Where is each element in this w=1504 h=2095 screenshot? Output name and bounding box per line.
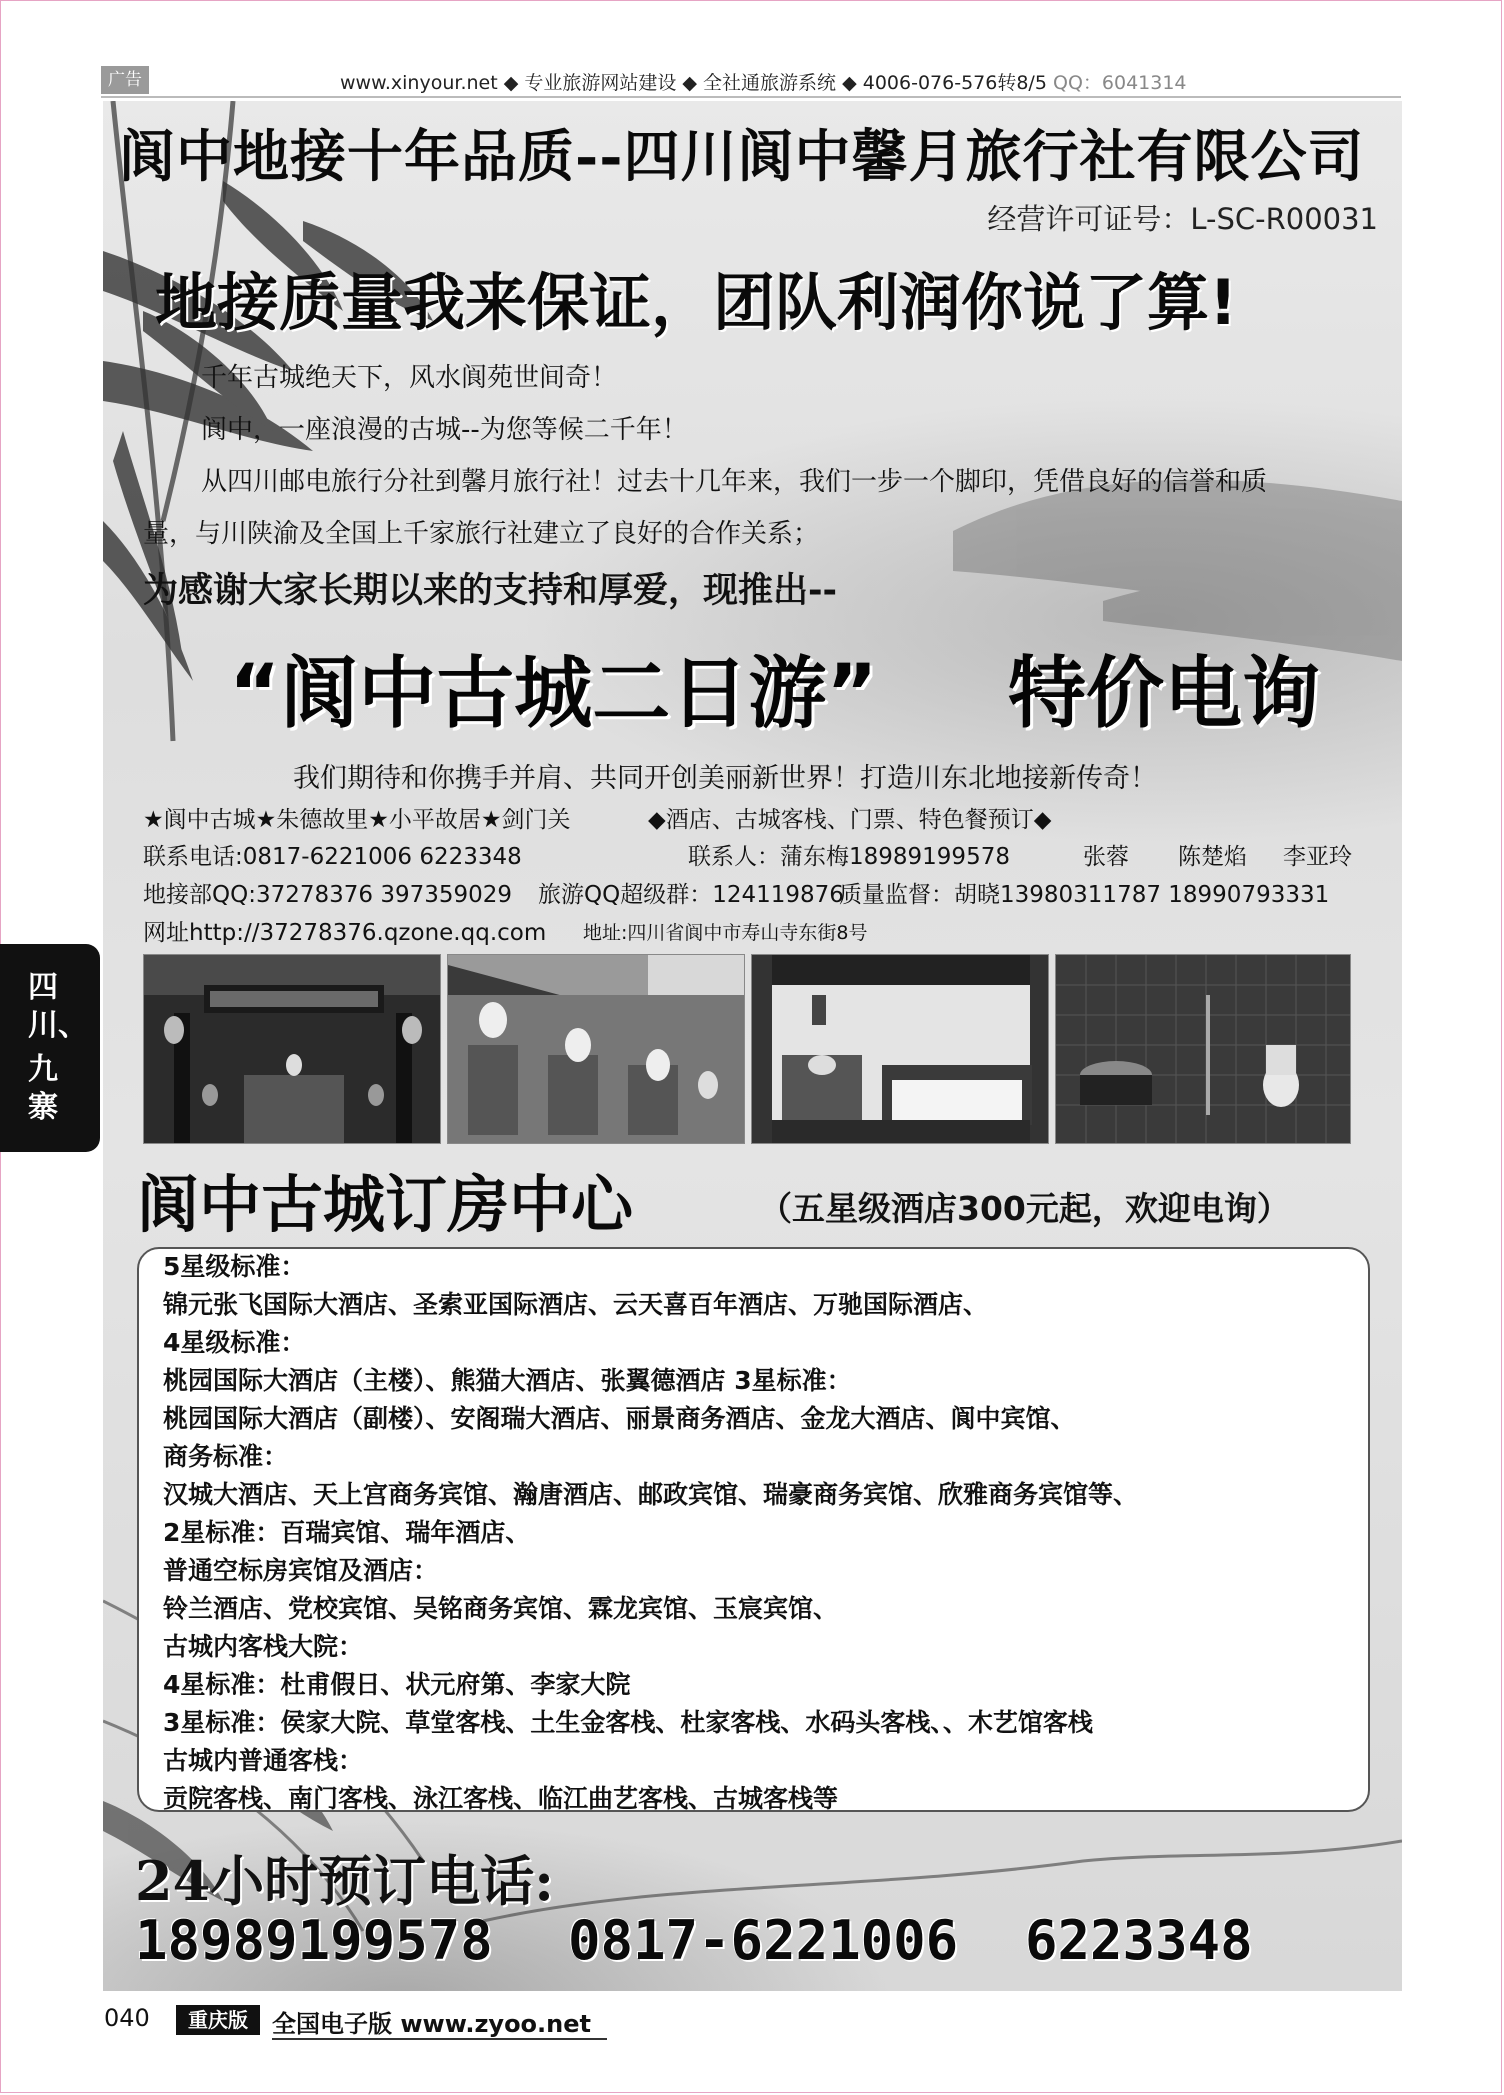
slogan: 地接质量我来保证，团队利润你说了算!	[155, 266, 1238, 339]
edition-badge: 重庆版	[176, 2005, 260, 2035]
hotel-list-item: 2星标准：百瑞宾馆、瑞年酒店、	[163, 1518, 531, 1547]
company-title: 阆中地接十年品质--四川阆中馨月旅行社有限公司	[119, 124, 1365, 190]
contact-person: 李亚玲	[1283, 844, 1352, 870]
side-tab-char: 寨	[28, 1090, 58, 1125]
hotel-category: 5星级标准：	[163, 1252, 306, 1281]
intro-line: 阆中，一座浪漫的古城--为您等候二千年！	[201, 415, 688, 445]
contact-person: 陈楚焰	[1178, 844, 1247, 870]
site-info: www.xinyour.net ◆ 专业旅游网站建设 ◆ 全社通旅游系统 ◆ 4006-076-576转8/5	[340, 72, 1047, 94]
hotel-list-item: 汉城大酒店、天上宫商务宾馆、瀚唐酒店、邮政宾馆、瑞豪商务宾馆、欣雅商务宾馆等、	[163, 1480, 1139, 1509]
address: 地址:四川省阆中市寿山寺东街8号	[583, 922, 868, 944]
intro-line: 量，与川陕渝及全国上千家旅行社建立了良好的合作关系；	[143, 519, 820, 549]
thanks-line: 为感谢大家长期以来的支持和厚爱，现推出--	[143, 571, 838, 611]
booking-phone-landline-2[interactable]: 6223348	[1025, 1909, 1253, 1972]
license-number: 经营许可证号：L-SC-R00031	[987, 202, 1378, 236]
hotel-list-item: 3星标准：侯家大院、草堂客栈、土生金客栈、杜家客栈、水码头客栈、、木艺馆客栈	[163, 1708, 1093, 1737]
tagline: 我们期待和你携手并肩、共同开创美丽新世界！打造川东北地接新传奇！	[293, 763, 1157, 794]
hotel-list-item: 铃兰酒店、党校宾馆、吴铭商务宾馆、霖龙宾馆、玉宸宾馆、	[163, 1594, 839, 1623]
service-list: ◆酒店、古城客栈、门票、特色餐预订◆	[648, 807, 1052, 833]
hotel-list-item: 4星标准：杜甫假日、状元府第、李家大院	[163, 1670, 631, 1699]
side-tab-char: 九	[28, 1052, 58, 1087]
hotel-list-item: 桃园国际大酒店（主楼）、熊猫大酒店、张翼德酒店 3星标准：	[163, 1366, 852, 1395]
booking-title: 阆中古城订房中心	[137, 1168, 634, 1241]
intro-line: 从四川邮电旅行分社到馨月旅行社！过去十几年来，我们一步一个脚印，凭借良好的信誉和质	[201, 467, 1268, 497]
page-number: 040	[104, 2004, 150, 2032]
hotel-category: 4星级标准：	[163, 1328, 306, 1357]
region-side-tab	[0, 944, 100, 1152]
hotel-category: 商务标准：	[163, 1442, 289, 1471]
quality-supervisor: 质量监督：胡晓13980311787 18990793331	[839, 882, 1330, 908]
hotel-list-item: 锦元张飞国际大酒店、圣索亚国际酒店、云天喜百年酒店、万驰国际酒店、	[163, 1290, 989, 1319]
qq-group: 旅游QQ超级群：124119876	[538, 882, 844, 908]
side-tab-char: 川、	[28, 1008, 88, 1043]
qq-info: QQ：6041314	[1052, 72, 1187, 94]
hotel-list-item: 贡院客栈、南门客栈、泳江客栈、临江曲艺客栈、古城客栈等	[163, 1784, 839, 1813]
contact-phone: 联系电话:0817-6221006 6223348	[143, 844, 522, 870]
booking-hours-label: 24小时预订电话:	[135, 1849, 555, 1913]
booking-phone-mobile[interactable]: 18989199578	[135, 1909, 493, 1972]
photo-courtyard	[447, 954, 745, 1144]
special-price: 特价电询	[1008, 649, 1321, 739]
attraction-list: ★阆中古城★朱德故里★小平故居★剑门关	[143, 807, 571, 833]
photo-gate	[143, 954, 441, 1144]
top-info	[340, 68, 1187, 95]
top-rule	[101, 96, 1401, 98]
photo-bedroom	[751, 954, 1049, 1144]
footer-site[interactable]: 全国电子版 www.zyoo.net	[272, 2010, 591, 2038]
hotel-list-item: 桃园国际大酒店（副楼）、安阁瑞大酒店、丽景商务酒店、金龙大酒店、阆中宾馆、	[163, 1404, 1076, 1433]
contact-person: 张蓉	[1083, 844, 1129, 870]
qq-numbers: 地接部QQ:37278376 397359029	[143, 882, 513, 908]
tour-title: “阆中古城二日游”	[229, 649, 878, 739]
booking-subtitle: （五星级酒店300元起，欢迎电询）	[759, 1189, 1290, 1228]
contact-person: 联系人：蒲东梅18989199578	[688, 844, 1010, 870]
booking-phone-landline[interactable]: 0817-6221006	[568, 1909, 959, 1972]
hotel-list-box	[137, 1247, 1370, 1812]
side-tab-char: 四	[28, 970, 58, 1005]
ad-tag: 广告	[101, 66, 149, 94]
website-link[interactable]: 网址http://37278376.qzone.qq.com	[143, 920, 547, 946]
photo-bathroom	[1055, 954, 1351, 1144]
hotel-category: 古城内客栈大院：	[163, 1632, 364, 1661]
advert-panel	[103, 101, 1402, 1991]
hotel-category: 古城内普通客栈：	[163, 1746, 364, 1775]
intro-line: 千年古城绝天下，风水阆苑世间奇！	[201, 363, 618, 393]
footer-rule	[272, 2038, 607, 2040]
hotel-category: 普通空标房宾馆及酒店：	[163, 1556, 439, 1585]
